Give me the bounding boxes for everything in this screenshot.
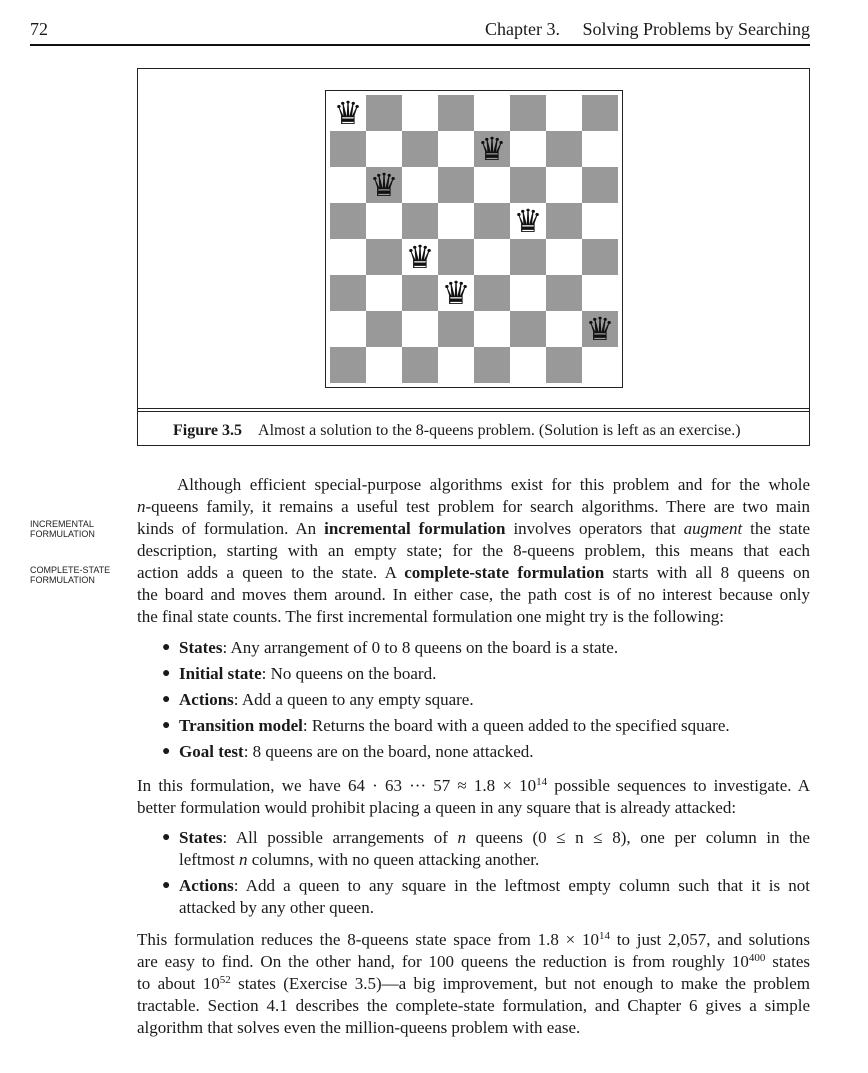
board-square bbox=[546, 275, 582, 311]
bullet: ● bbox=[162, 692, 171, 707]
board-square bbox=[474, 275, 510, 311]
bullet: ● bbox=[162, 830, 171, 845]
board-square bbox=[582, 95, 618, 131]
queen-icon: ♛ bbox=[513, 202, 543, 240]
board-square bbox=[438, 311, 474, 347]
chessboard-frame bbox=[325, 90, 623, 388]
margin-note-line: COMPLETE-STATE bbox=[30, 565, 111, 575]
margin-note-line: INCREMENTAL bbox=[30, 519, 94, 529]
board-square bbox=[366, 275, 402, 311]
margin-note-incremental bbox=[30, 519, 95, 539]
page-number: 72 bbox=[30, 19, 48, 39]
board-square bbox=[366, 95, 402, 131]
board-square bbox=[474, 95, 510, 131]
board-square bbox=[330, 347, 366, 383]
bullet: ● bbox=[162, 718, 171, 733]
running-head: Chapter 3. Solving Problems by Searching bbox=[485, 19, 810, 39]
chessboard bbox=[330, 95, 618, 383]
list-item: States: All possible arrangements of n queens (0 ≤ n ≤ 8), one per column in the bbox=[179, 828, 810, 847]
figure-caption-text: Almost a solution to the 8-queens problem. (Solution is left as an exercise.) bbox=[258, 422, 741, 439]
board-square bbox=[510, 239, 546, 275]
para2-line: better formulation would prohibit placing a queen in any square that is already attacked: bbox=[137, 798, 737, 817]
bullet: ● bbox=[162, 640, 171, 655]
board-square bbox=[546, 131, 582, 167]
queen-icon: ♛ bbox=[477, 130, 507, 168]
board-square bbox=[474, 347, 510, 383]
board-square bbox=[546, 347, 582, 383]
term-complete-state-formulation: complete-state formulation bbox=[404, 563, 605, 582]
list-item: States: Any arrangement of 0 to 8 queens on the board is a state. bbox=[179, 638, 619, 657]
board-square bbox=[330, 239, 366, 275]
caption-rule bbox=[137, 408, 810, 412]
board-square bbox=[546, 203, 582, 239]
board-square bbox=[582, 131, 618, 167]
para3-line: tractable. Section 4.1 describes the complete-state formulation, and Chapter 6 gives a simple bbox=[137, 996, 810, 1015]
para1-line: action adds a queen to the state. A complete-state formulation starts with all 8 queens on bbox=[137, 563, 810, 582]
board-square bbox=[510, 167, 546, 203]
margin-note-line: FORMULATION bbox=[30, 529, 95, 539]
board-square bbox=[366, 311, 402, 347]
para3-line: This formulation reduces the 8-queens state space from $1.8 \times 10^{14}$ to just 2,057, and solutions bbox=[137, 930, 811, 949]
board-square bbox=[582, 347, 618, 383]
board-square bbox=[438, 95, 474, 131]
para1-line: n-queens family, it remains a useful test problem for search algorithms. There are two main bbox=[137, 497, 810, 516]
board-square bbox=[330, 275, 366, 311]
math-sequence-count: 64 · 63 ··· 57 ≈ 1.8 × 10 bbox=[347, 776, 537, 795]
para2-line: In this formulation, we have 64 · 63 ··· $57 \approx 1.8 \times 10^{14}$ possible sequences to investigate. A bbox=[137, 776, 811, 795]
board-square bbox=[474, 311, 510, 347]
board-square bbox=[438, 131, 474, 167]
board-square bbox=[330, 131, 366, 167]
bullet: ● bbox=[162, 666, 171, 681]
board-square bbox=[366, 131, 402, 167]
board-square bbox=[546, 239, 582, 275]
list-item-continuation: attacked by any other queen. bbox=[179, 898, 374, 917]
para1-line: Although efficient special-purpose algorithms exist for this problem and for the whole bbox=[177, 475, 810, 494]
bullet: ● bbox=[162, 878, 171, 893]
board-square bbox=[438, 167, 474, 203]
board-square bbox=[402, 131, 438, 167]
board-square bbox=[402, 311, 438, 347]
page-header bbox=[30, 16, 810, 46]
board-square bbox=[546, 311, 582, 347]
board-square bbox=[438, 347, 474, 383]
list-item-continuation: leftmost n columns, with no queen attacking another. bbox=[179, 850, 540, 869]
queen-icon: ♛ bbox=[585, 310, 615, 348]
board-square bbox=[546, 95, 582, 131]
board-square bbox=[510, 95, 546, 131]
queen-icon: ♛ bbox=[441, 274, 471, 312]
para3-line: are easy to find. On the other hand, for 100 queens the reduction is from roughly $10^{400}$ states bbox=[137, 952, 810, 971]
board-square bbox=[330, 203, 366, 239]
board-square bbox=[402, 167, 438, 203]
board-square bbox=[402, 203, 438, 239]
board-square bbox=[366, 347, 402, 383]
list-item: Actions: Add a queen to any square in the leftmost empty column such that it is not bbox=[179, 876, 810, 895]
list-item: Transition model: Returns the board with a queen added to the specified square. bbox=[179, 716, 730, 735]
queen-icon: ♛ bbox=[405, 238, 435, 276]
board-square bbox=[438, 239, 474, 275]
board-square bbox=[510, 347, 546, 383]
board-square bbox=[474, 239, 510, 275]
para3-line: algorithm that solves even the million-queens problem with ease. bbox=[137, 1018, 581, 1037]
board-square bbox=[402, 275, 438, 311]
board-square bbox=[366, 239, 402, 275]
board-square bbox=[510, 275, 546, 311]
para3-line: to about $10^{52}$ states (Exercise 3.5)—a big improvement, but not enough to make the problem bbox=[137, 974, 810, 993]
list-item: Goal test: 8 queens are on the board, none attacked. bbox=[179, 742, 534, 761]
board-square bbox=[402, 95, 438, 131]
figure-caption bbox=[173, 422, 741, 440]
para1-line: kinds of formulation. An incremental formulation involves operators that augment the state bbox=[137, 519, 810, 538]
para1-line: description, starting with an empty state; for the 8-queens problem, this means that each bbox=[137, 541, 810, 560]
board-square bbox=[366, 203, 402, 239]
list-item: Initial state: No queens on the board. bbox=[179, 664, 437, 683]
board-square bbox=[582, 167, 618, 203]
board-square bbox=[402, 347, 438, 383]
board-square bbox=[474, 203, 510, 239]
board-square bbox=[510, 311, 546, 347]
board-square bbox=[438, 203, 474, 239]
term-incremental-formulation: incremental formulation bbox=[324, 519, 506, 538]
board-square bbox=[546, 167, 582, 203]
queen-icon: ♛ bbox=[369, 166, 399, 204]
bullet: ● bbox=[162, 744, 171, 759]
figure-label: Figure 3.5 bbox=[173, 422, 243, 439]
board-square bbox=[510, 131, 546, 167]
board-square bbox=[582, 275, 618, 311]
board-square bbox=[582, 203, 618, 239]
queen-icon: ♛ bbox=[333, 95, 363, 132]
math-inequality: 0 ≤ n ≤ 8 bbox=[538, 828, 621, 847]
board-square bbox=[474, 167, 510, 203]
para1-line: the board and moves them around. In either case, the path cost is of no interest because only bbox=[137, 585, 810, 604]
margin-note-line: FORMULATION bbox=[30, 575, 95, 585]
board-square bbox=[330, 167, 366, 203]
para1-line: the final state counts. The first incremental formulation one might try is the following: bbox=[137, 607, 724, 626]
board-square bbox=[330, 311, 366, 347]
margin-note-complete-state bbox=[30, 565, 110, 585]
list-item: Actions: Add a queen to any empty square. bbox=[179, 690, 474, 709]
board-square bbox=[582, 239, 618, 275]
